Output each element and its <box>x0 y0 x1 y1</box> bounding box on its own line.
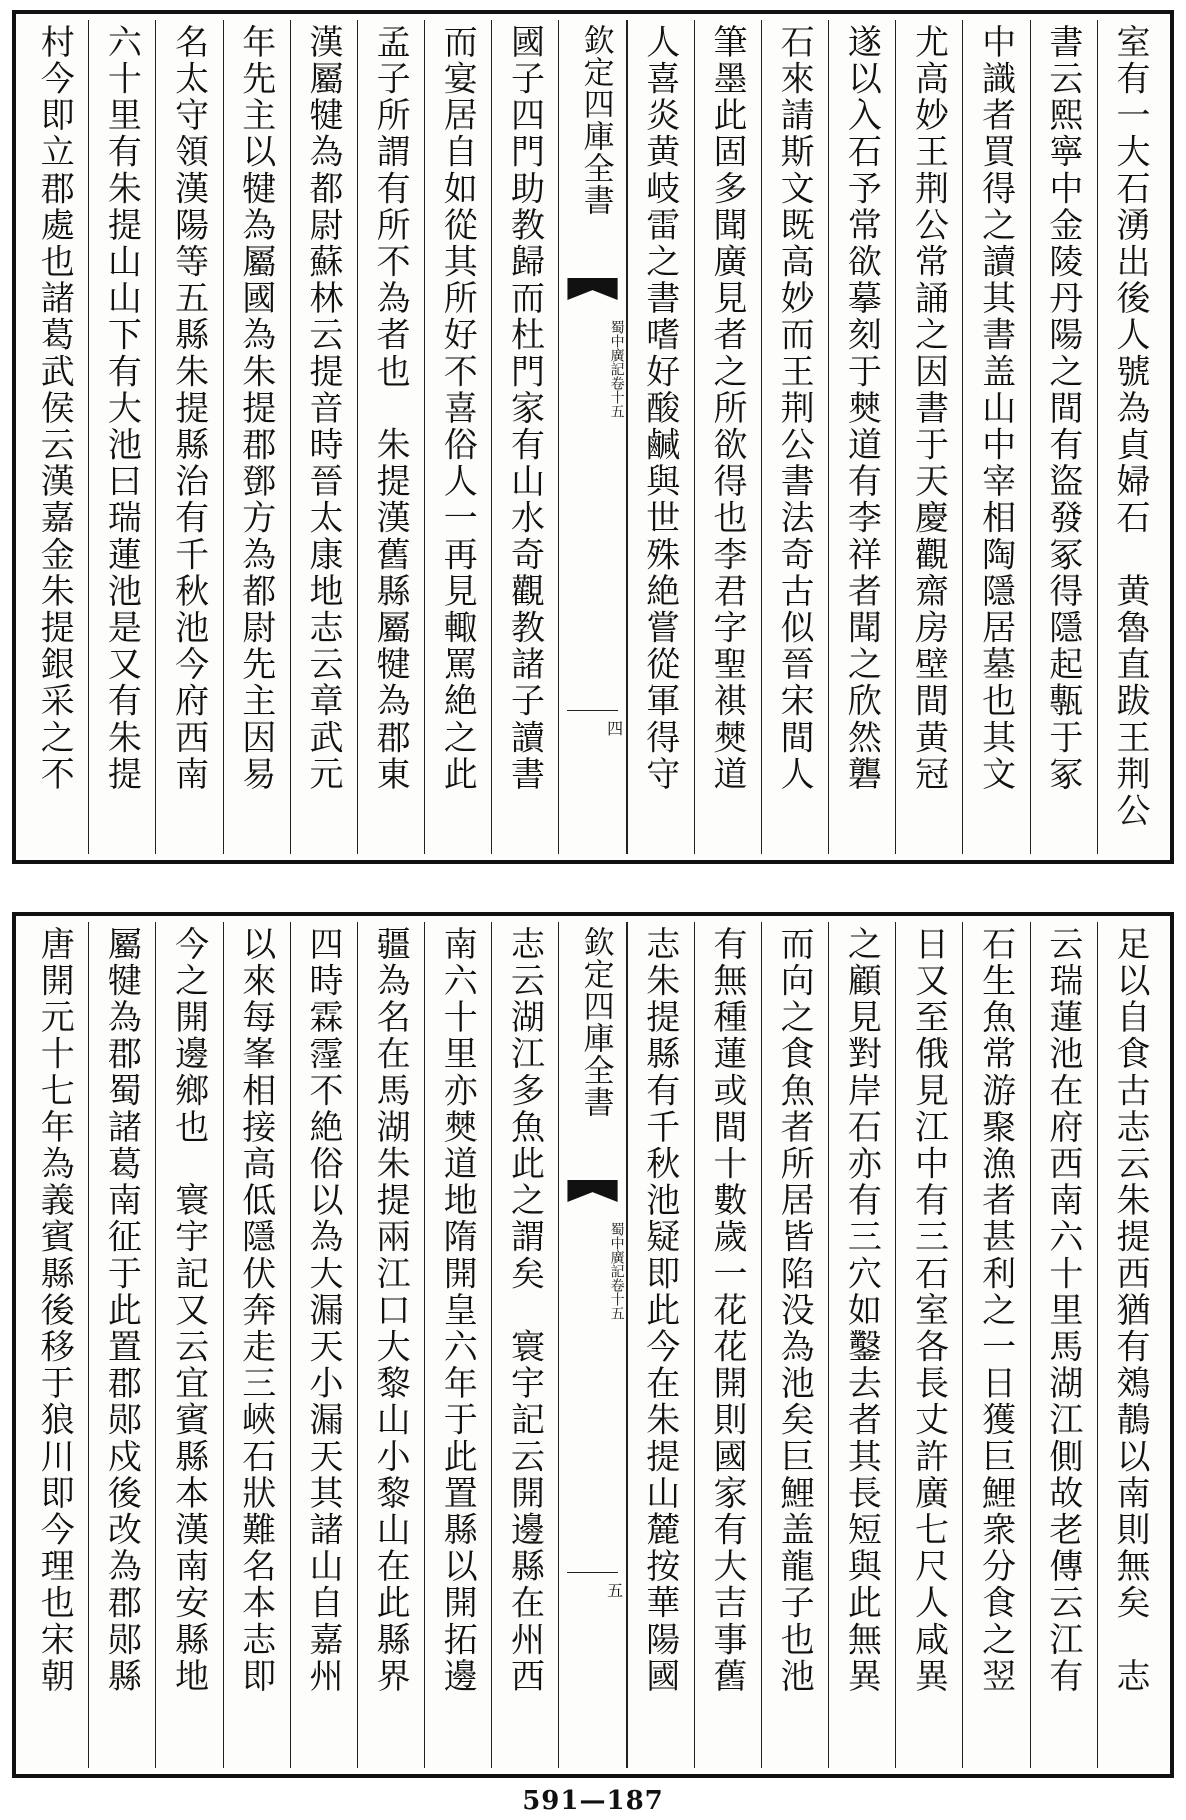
text-column: 疆為名在馬湖朱提兩江口大黎山小黎山在此縣界 <box>357 922 424 1768</box>
text-column: 志朱提縣有千秋池疑即此今在朱提山麓按華陽國 <box>627 922 694 1768</box>
center-subtitle <box>559 320 625 418</box>
text-columns <box>22 922 1164 1768</box>
text-column: 而向之食魚者所居皆陷没為池矣巨鯉盖龍子也池 <box>761 922 828 1768</box>
book-title: 欽定四庫全書 <box>577 926 614 1118</box>
text-column: 云瑞蓮池在府西南六十里馬湖江側故老傳云江有 <box>1030 922 1097 1768</box>
text-column: 唐開元十七年為義賓縣後移于狼川即今理也宋朝 <box>34 926 75 1695</box>
text-column: 石來請斯文既高妙而王荆公書法奇古似晉宋間人 <box>761 20 828 854</box>
fishtail-mark <box>567 1180 617 1202</box>
page-number: 五 <box>604 1582 624 1598</box>
text-column: 六十里有朱提山山下有大池曰瑞蓮池是又有朱提 <box>88 20 155 854</box>
text-column: 日又至俄見江中有三石室各長丈許廣七尺人咸異 <box>895 922 962 1768</box>
volume-number: 卷十五 <box>608 376 625 418</box>
text-column: 而宴居自如從其所好不喜俗人一再見輙罵絶之此 <box>424 20 491 854</box>
text-column: 漢屬犍為都尉蘇林云提音時晉太康地志云章武元 <box>290 20 357 854</box>
volume-number: 卷十五 <box>608 1278 625 1320</box>
text-column: 志云湖江多魚此之謂矣 寰宇記云開邊縣在州西 <box>491 922 558 1768</box>
text-column: 之顧見對岸石亦有三穴如鑿去者其長短與此無異 <box>828 922 895 1768</box>
text-column: 今之開邊鄉也 寰宇記又云宜賓縣本漢南安縣地 <box>155 922 222 1768</box>
book-title: 欽定四庫全書 <box>577 24 614 216</box>
text-column: 孟子所謂有所不為者也 朱提漢舊縣屬犍為郡東 <box>357 20 424 854</box>
text-columns <box>22 20 1164 854</box>
text-column: 國子四門助教歸而杜門家有山水奇觀教諸子讀書 <box>491 20 558 854</box>
text-column: 南六十里亦僰道地隋開皇六年于此置縣以開拓邊 <box>424 922 491 1768</box>
text-column: 年先主以犍為屬國為朱提郡鄧方為都尉先主因易 <box>223 20 290 854</box>
text-column: 人喜炎黄岐雷之書嗜好酸鹹與世殊絶嘗從軍得守 <box>627 20 694 854</box>
center-subtitle <box>559 1222 625 1320</box>
page-footer-number: 591—187 <box>522 1786 664 1816</box>
text-column: 中識者買得之讀其書盖山中宰相陶隱居墓也其文 <box>962 20 1029 854</box>
page-number: 四 <box>604 720 624 736</box>
text-column: 遂以入石予常欲摹刻于僰道有李祥者聞之欣然礱 <box>828 20 895 854</box>
center-fold-column <box>558 922 626 1768</box>
text-column: 名太守領漢陽等五縣朱提縣治有千秋池今府西南 <box>155 20 222 854</box>
text-column: 石生魚常游聚漁者甚利之一日獲巨鯉衆分食之翌 <box>962 922 1029 1768</box>
text-column: 尤高妙王荆公常誦之因書于天慶觀齋房壁間黄冠 <box>895 20 962 854</box>
page-panel-top <box>12 10 1174 864</box>
fishtail-mark <box>567 278 617 300</box>
text-column: 村今即立郡處也諸葛武侯云漢嘉金朱提銀采之不 <box>34 24 75 793</box>
center-rule <box>567 710 617 711</box>
text-column: 四時霖霪不絶俗以為大漏天小漏天其諸山自嘉州 <box>290 922 357 1768</box>
center-rule <box>567 1572 617 1573</box>
center-fold-column <box>558 20 626 854</box>
page-panel-bottom <box>12 912 1174 1778</box>
text-column: 以來每峯相接高低隱伏奔走三峽石狀難名本志即 <box>223 922 290 1768</box>
text-column: 有無種蓮或間十數歲一花花開則國家有大吉事舊 <box>694 922 761 1768</box>
text-column: 筆墨此固多聞廣見者之所欲得也李君字聖褀僰道 <box>694 20 761 854</box>
text-column: 室有一大石湧出後人號為貞婦石 黄魯直跋王荆公 <box>1097 20 1164 854</box>
text-column: 屬犍為郡蜀諸葛南征于此置郡郧戍後改為郡郧縣 <box>88 922 155 1768</box>
text-column: 書云熙寧中金陵丹陽之間有盜發冢得隱起甎于冢 <box>1030 20 1097 854</box>
text-column: 足以自食古志云朱提西猶有鵁鶄以南則無矣 志 <box>1097 922 1164 1768</box>
book-name: 蜀中廣記 <box>608 320 625 376</box>
book-name: 蜀中廣記 <box>608 1222 625 1278</box>
